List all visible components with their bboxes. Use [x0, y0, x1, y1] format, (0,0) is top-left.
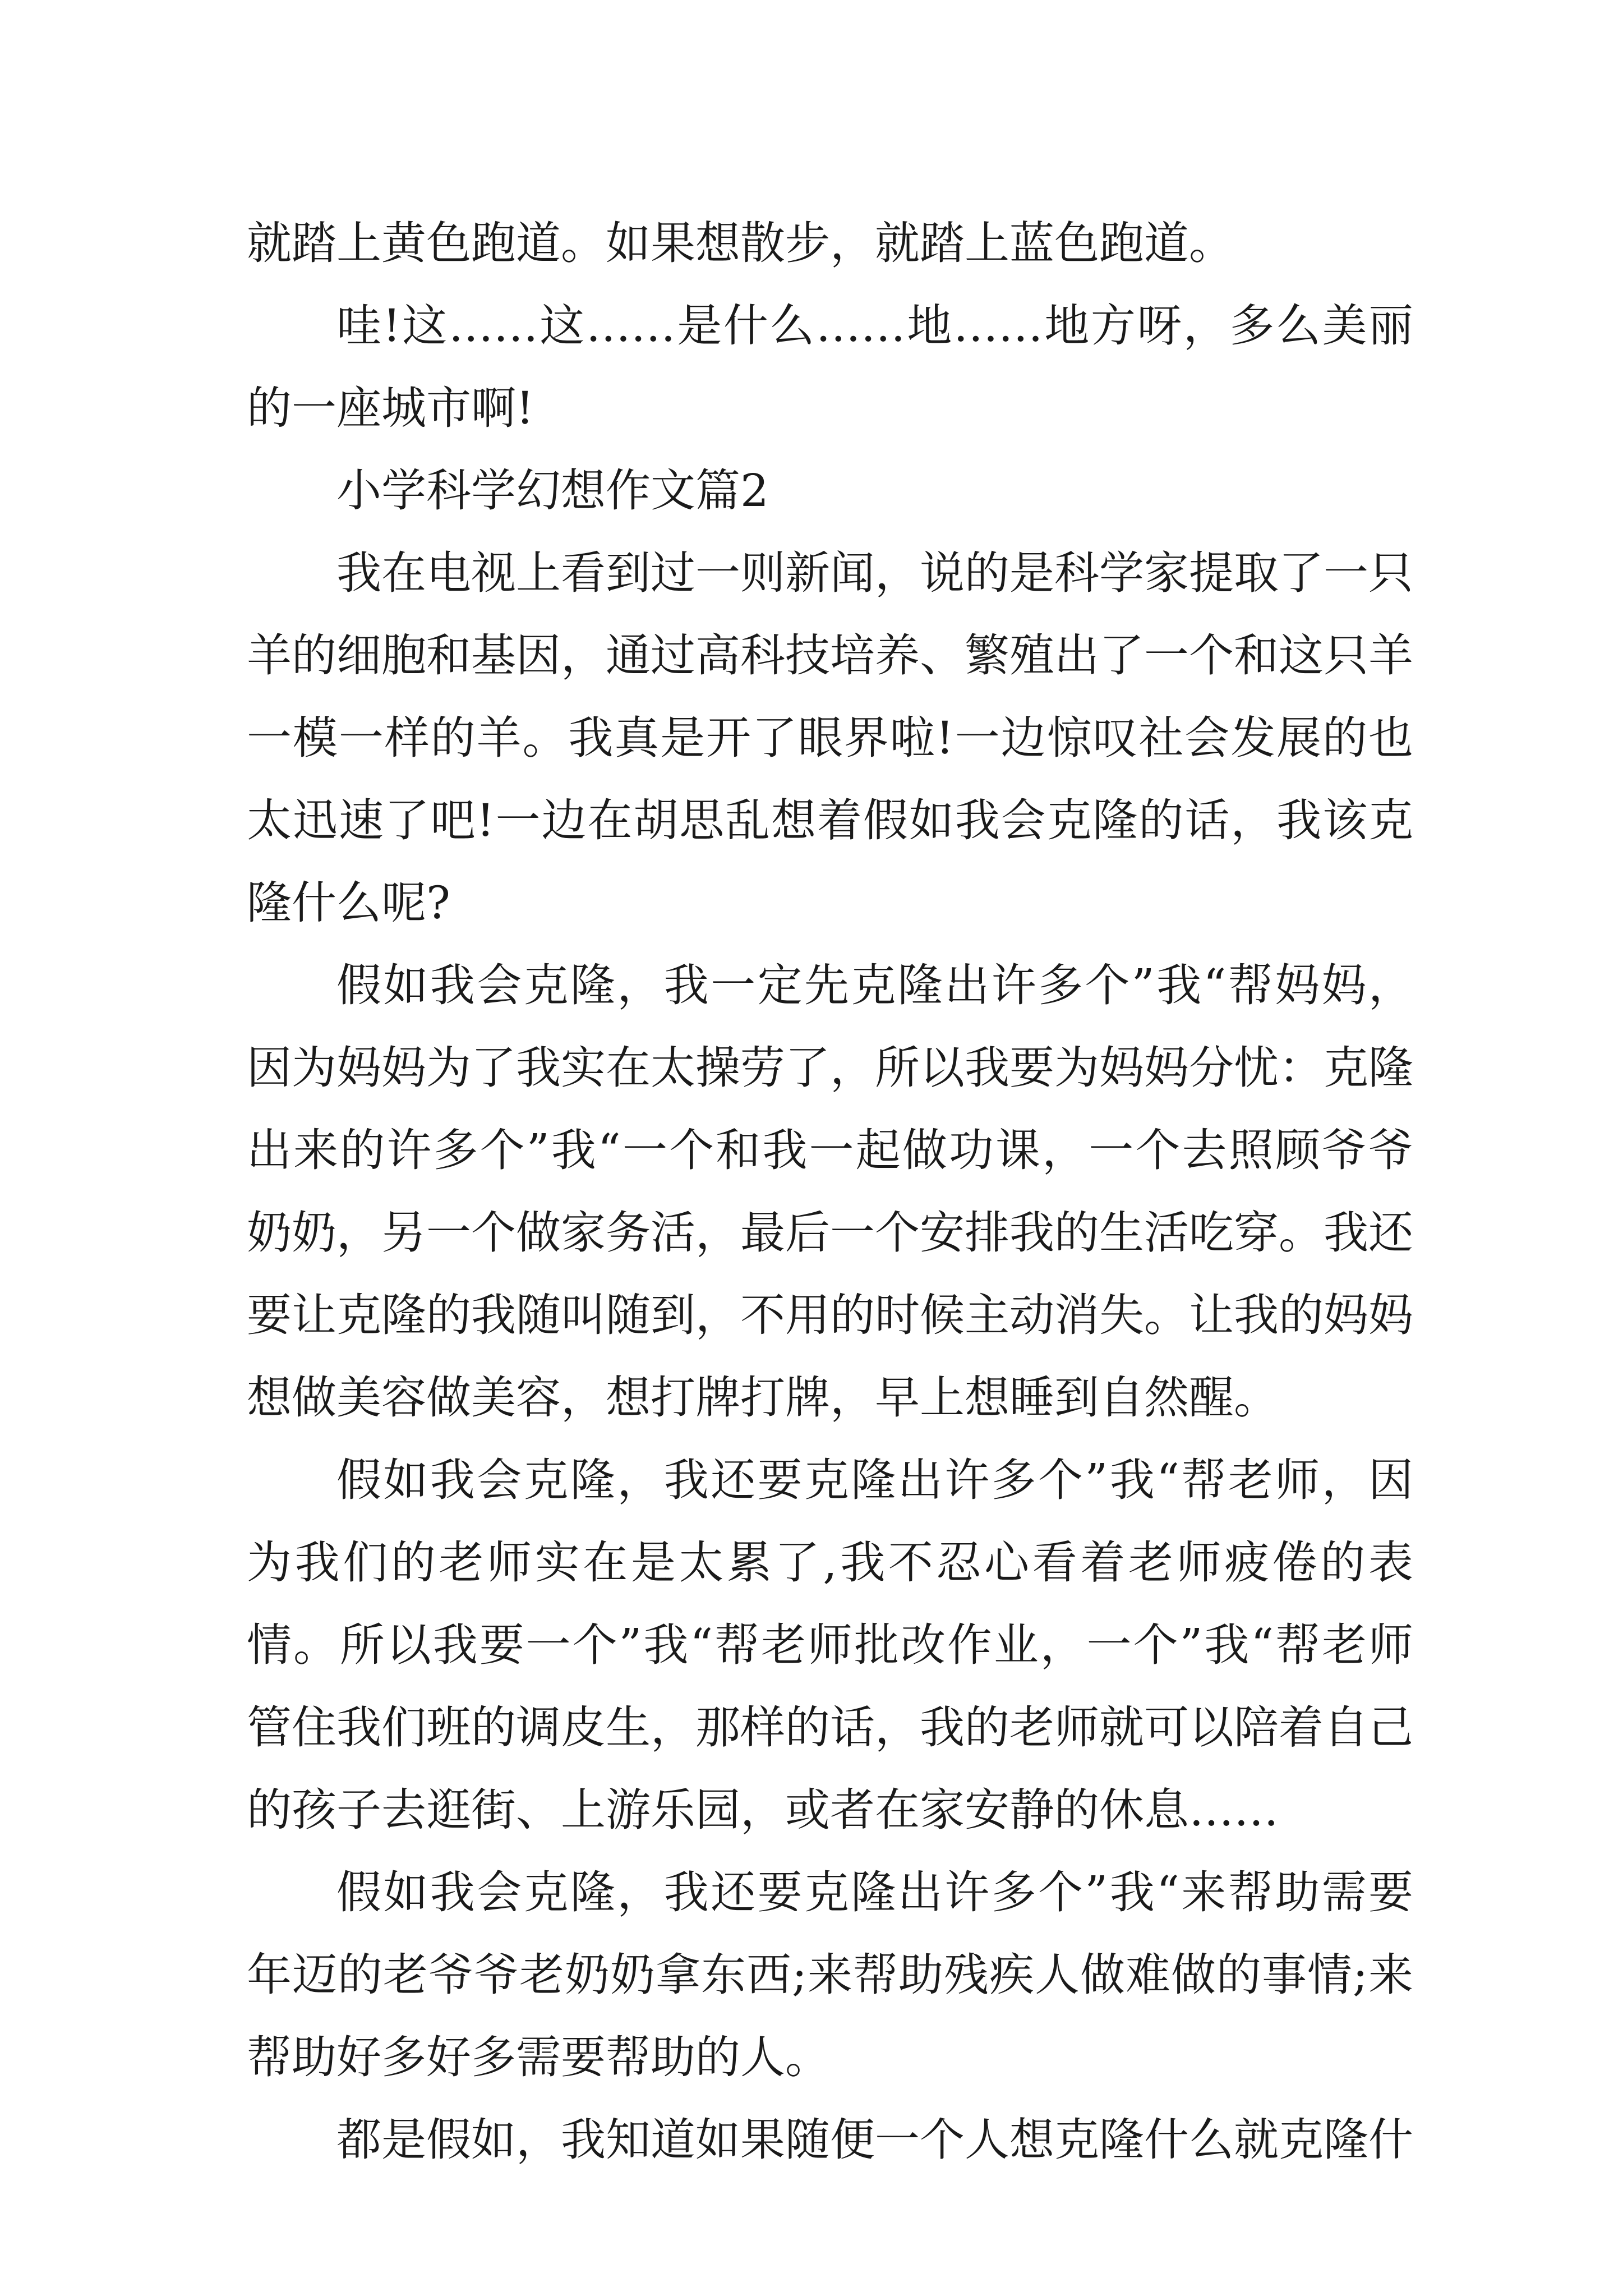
- paragraph-7: 都是假如，我知道如果随便一个人想克隆什么就克隆什: [336, 2114, 1413, 2166]
- document-page: [247, 202, 1413, 2181]
- paragraph-6: 假如我会克隆，我还要克隆出许多个”我“来帮助需要年迈的老爷爷老奶奶拿东西;来帮助残疾人做难做的事情;来帮助好多好多需要帮助的人。: [247, 1866, 1413, 2083]
- paragraph-1: 就踏上黄色跑道。如果想散步，就踏上蓝色跑道。: [247, 217, 1234, 269]
- section-heading: 小学科学幻想作文篇2: [336, 464, 769, 517]
- paragraph-2: 哇!这……这……是什么……地……地方呀，多么美丽的一座城市啊!: [247, 300, 1413, 434]
- paragraph-5: 假如我会克隆，我还要克隆出许多个”我“帮老师，因为我们的老师实在是太累了,我不忍心看着老师疲倦的表情。所以我要一个”我“帮老师批改作业，一个”我“帮老师管住我们班的调皮生，那样的话，我的老师就可以陪着自己的孩子去逛街、上游乐园，或者在家安静的休息……: [247, 1454, 1413, 1836]
- paragraph-4: 假如我会克隆，我一定先克隆出许多个”我“帮妈妈，因为妈妈为了我实在太操劳了，所以我要为妈妈分忧：克隆出来的许多个”我“一个和我一起做功课，一个去照顾爷爷奶奶，另一个做家务活，最后一个安排我的生活吃穿。我还要让克隆的我随叫随到，不用的时候主动消失。让我的妈妈想做美容做美容，想打牌打牌，早上想睡到自然醒。: [247, 959, 1413, 1424]
- paragraph-3: 我在电视上看到过一则新闻，说的是科学家提取了一只羊的细胞和基因，通过高科技培养、繁殖出了一个和这只羊一模一样的羊。我真是开了眼界啦!一边惊叹社会发展的也太迅速了吧!一边在胡思乱想着假如我会克隆的话，我该克隆什么呢?: [247, 547, 1413, 929]
